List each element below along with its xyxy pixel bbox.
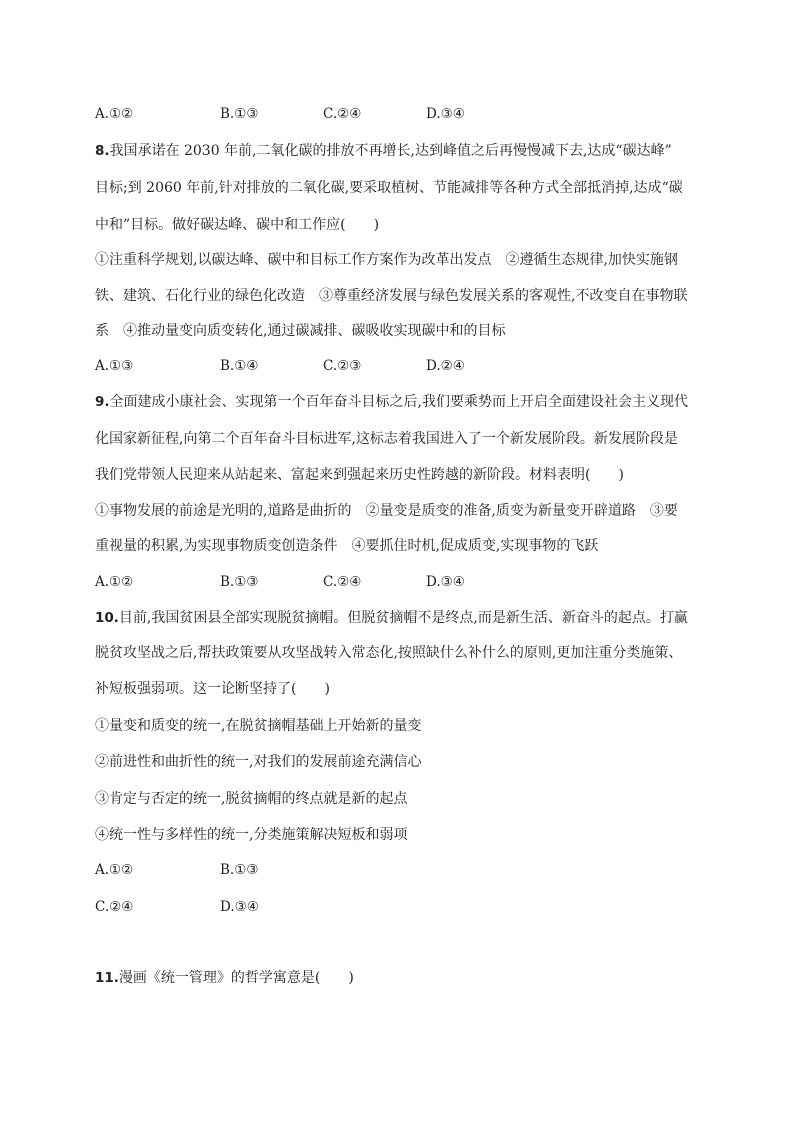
q8-option-b[interactable]: B.①④ [220, 358, 259, 374]
q11-number: 11. [95, 970, 119, 986]
q9-line-3: 我们党带领人民迎来从站起来、富起来到强起来历史性跨越的新阶段。材料表明( ) [95, 467, 624, 483]
q10-line-1: 10.目前,我国贫困县全部实现脱贫摘帽。但脱贫摘帽不是终点,而是新生活、新奋斗的起点。打赢 [95, 610, 688, 626]
q7-option-d[interactable]: D.③④ [426, 106, 465, 122]
q8-number: 8. [95, 143, 110, 159]
q8-line-3: 中和”目标。做好碳达峰、碳中和工作应( ) [95, 217, 380, 233]
q10-option-d[interactable]: D.③④ [220, 899, 259, 915]
q9-option-d[interactable]: D.③④ [426, 574, 465, 590]
q10-line-3: 补短板强弱项。这一论断坚持了( ) [95, 681, 330, 697]
q11-line-1: 11.漫画《统一管理》的哲学寓意是( ) [95, 970, 354, 986]
q8-statement-line-3: 系 ④推动量变向质变转化,通过碳减排、碳吸收实现碳中和的目标 [95, 323, 506, 339]
q7-option-c[interactable]: C.②④ [323, 106, 362, 122]
q9-option-c[interactable]: C.②④ [323, 574, 362, 590]
q9-statement-line-1: ①事物发展的前途是光明的,道路是曲折的 ②量变是质变的准备,质变为新量变开辟道路 ③要 [95, 503, 678, 519]
q7-option-a[interactable]: A.①② [95, 106, 134, 122]
q8-line-2: 目标;到 2060 年前,针对排放的二氧化碳,要采取植树、节能减排等各种方式全部抵消掉,达成“碳 [95, 180, 683, 196]
q8-option-c[interactable]: C.②③ [323, 358, 362, 374]
q10-statement-3: ③肯定与否定的统一,脱贫摘帽的终点就是新的起点 [95, 791, 408, 807]
q10-number: 10. [95, 610, 119, 626]
q8-option-d[interactable]: D.②④ [426, 358, 465, 374]
q8-option-a[interactable]: A.①③ [95, 358, 134, 374]
q10-statement-2: ②前进性和曲折性的统一,对我们的发展前途充满信心 [95, 754, 422, 770]
q10-option-b[interactable]: B.①③ [220, 862, 259, 878]
q9-number: 9. [95, 394, 110, 410]
q10-statement-4: ④统一性与多样性的统一,分类施策解决短板和弱项 [95, 827, 408, 843]
q9-line-2: 化国家新征程,向第二个百年奋斗目标进军,这标志着我国进入了一个新发展阶段。新发展阶段是 [95, 431, 678, 447]
q8-statement-line-2: 铁、建筑、石化行业的绿色化改造 ③尊重经济发展与绿色发展关系的客观性,不改变自在事物联 [95, 288, 688, 304]
q8-line-1: 8.我国承诺在 2030 年前,二氧化碳的排放不再增长,达到峰值之后再慢慢减下去,达成“碳达峰” [95, 143, 672, 159]
q10-statement-1: ①量变和质变的统一,在脱贫摘帽基础上开始新的量变 [95, 718, 422, 734]
q8-statement-line-1: ①注重科学规划,以碳达峰、碳中和目标工作方案作为改革出发点 ②遵循生态规律,加快实施钢 [95, 252, 678, 268]
q9-line-1: 9.全面建成小康社会、实现第一个百年奋斗目标之后,我们要乘势而上开启全面建设社会主义现代 [95, 394, 688, 410]
q9-option-b[interactable]: B.①③ [220, 574, 259, 590]
q7-option-b[interactable]: B.①③ [220, 106, 259, 122]
q10-option-c[interactable]: C.②④ [95, 899, 134, 915]
q10-line-2: 脱贫攻坚战之后,帮扶政策要从攻坚战转入常态化,按照缺什么补什么的原则,更加注重分类施策、 [95, 645, 683, 661]
q9-statement-line-2: 重视量的积累,为实现事物质变创造条件 ④要抓住时机,促成质变,实现事物的飞跃 [95, 538, 599, 554]
q9-option-a[interactable]: A.①② [95, 574, 134, 590]
q10-option-a[interactable]: A.①② [95, 862, 134, 878]
